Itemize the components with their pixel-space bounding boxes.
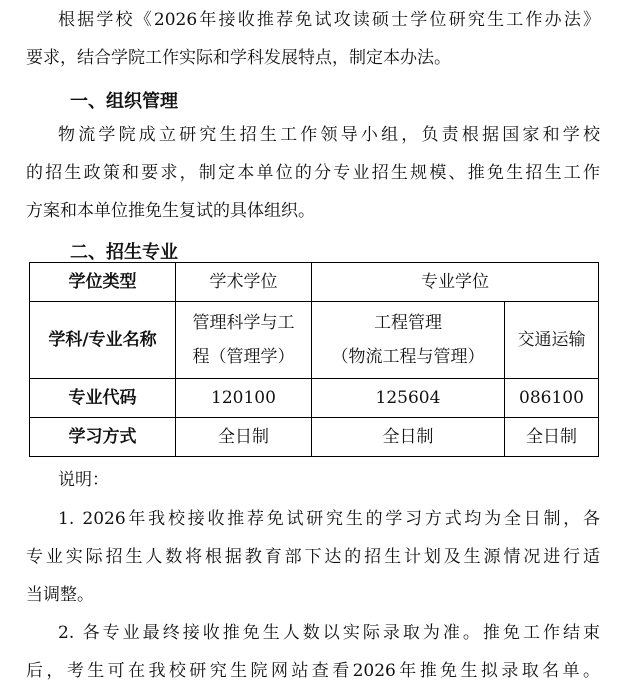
- table-cell: 专业学位: [312, 263, 599, 302]
- row-header: 学习方式: [30, 418, 176, 457]
- table-row: [30, 263, 599, 302]
- text-line: 的招生政策和要求，制定本单位的分专业招生规模、推免生招生工作: [26, 163, 600, 183]
- table-cell: 交通运输: [505, 302, 599, 379]
- section-heading: 二、招生专业: [70, 242, 178, 263]
- table-row: [30, 418, 599, 457]
- table-cell: 120100: [176, 379, 312, 418]
- cell-line: （物流工程与管理）: [331, 347, 485, 367]
- text-line: 2. 各专业最终接收推免生人数以实际录取为准。推免工作结束: [58, 623, 600, 643]
- text-line: 方案和本单位推免生复试的具体组织。: [26, 201, 315, 221]
- row-header: 学位类型: [30, 263, 176, 302]
- table-cell: 全日制: [176, 418, 312, 457]
- row-header: 专业代码: [30, 379, 176, 418]
- cell-line: 程（管理学）: [192, 347, 295, 367]
- section-heading: 一、组织管理: [70, 91, 178, 112]
- table-cell: 086100: [505, 379, 599, 418]
- notes-title: 说明：: [58, 470, 109, 490]
- text-line: 根据学校《2026年接收推荐免试攻读硕士学位研究生工作办法》: [58, 10, 600, 30]
- text-line: 1. 2026年我校接收推荐免试研究生的学习方式均为全日制，各: [58, 509, 600, 529]
- cell-line: 管理科学与工: [192, 313, 295, 333]
- table-cell: [176, 302, 312, 379]
- table-cell: 全日制: [505, 418, 599, 457]
- text-line: 专业实际招生人数将根据教育部下达的招生计划及生源情况进行适: [26, 547, 600, 567]
- table-cell: 学术学位: [176, 263, 312, 302]
- table-row: [30, 302, 599, 379]
- table-cell: [312, 302, 505, 379]
- table-cell: 125604: [312, 379, 505, 418]
- table-cell: 全日制: [312, 418, 505, 457]
- text-line: 物流学院成立研究生招生工作领导小组，负责根据国家和学校: [58, 125, 600, 145]
- majors-table: [29, 262, 599, 457]
- cell-line: 工程管理: [374, 313, 442, 333]
- text-line: 后，考生可在我校研究生院网站查看2026年推免生拟录取名单。: [26, 661, 600, 681]
- row-header: 学科/专业名称: [30, 302, 176, 379]
- text-line: 当调整。: [26, 585, 94, 605]
- table-row: [30, 379, 599, 418]
- text-line: 要求，结合学院工作实际和学科发展特点，制定本办法。: [26, 48, 451, 68]
